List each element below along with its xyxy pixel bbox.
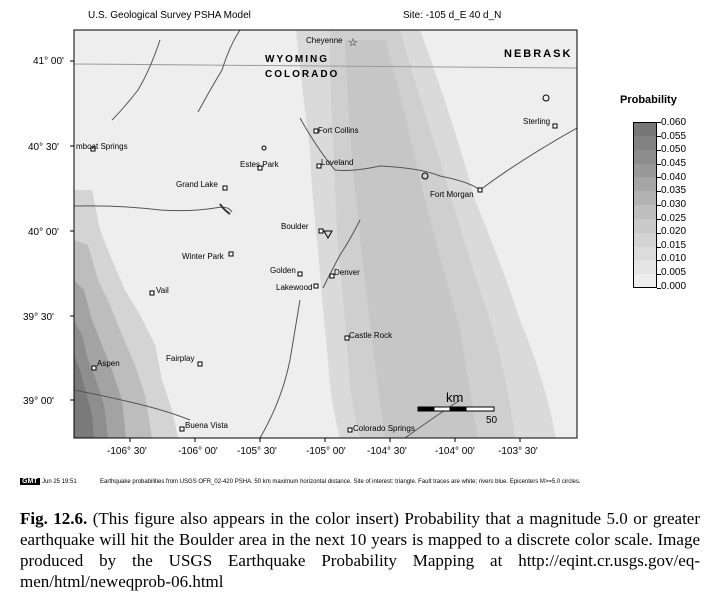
place-label: Boulder [281, 222, 309, 231]
lat-label-39-30: 39° 30' [23, 312, 54, 323]
caption-text: (This figure also appears in the color insert) Probability that a magnitude 5.0 or greater earthquake will hit the Boulder area in the next 10 years is mapped to a discrete color scale. Image produced by the USGS Earthquake Probability Mapping at http://eqint.cr.usgs.gov/eq-men/html/neweqprob-06.html [20, 509, 701, 591]
legend-value: 0.035 [661, 185, 687, 196]
lat-label-40-00: 40° 00' [28, 227, 59, 238]
lon-label-106-00: -106° 00' [178, 446, 218, 457]
place-label: Cheyenne [306, 36, 343, 45]
place-label: Grand Lake [176, 180, 218, 189]
legend-colorbar [633, 122, 657, 288]
lon-label-105-00: -105° 00' [306, 446, 346, 457]
place-label: Fairplay [166, 354, 195, 363]
lat-label-40-30: 40° 30' [28, 142, 59, 153]
legend-value: 0.050 [661, 144, 687, 155]
place-label: Lakewood [276, 283, 313, 292]
scale-unit-label: km [446, 390, 464, 405]
state-label-wyoming: WYOMING [265, 54, 329, 65]
legend-value: 0.055 [661, 131, 687, 142]
footer-date: Jun 25 19:51 [42, 479, 77, 485]
legend-value: 0.045 [661, 158, 687, 169]
legend-value: 0.020 [661, 226, 687, 237]
legend-title: Probability [620, 94, 677, 106]
place-label: mboat Springs [76, 142, 128, 151]
legend-value: 0.015 [661, 240, 687, 251]
scale-value-label: 50 [486, 415, 498, 426]
lat-label-39-00: 39° 00' [23, 396, 54, 407]
place-label: Winter Park [182, 252, 224, 261]
place-label: Aspen [97, 359, 120, 368]
figure-caption [20, 508, 700, 592]
place-label: Colorado Springs [353, 424, 415, 433]
place-label: Sterling [523, 117, 551, 126]
place-label: Loveland [321, 158, 354, 167]
legend-value: 0.040 [661, 172, 687, 183]
gmt-badge: GMT [22, 478, 38, 485]
legend-value: 0.060 [661, 117, 687, 128]
state-label-nebraska: NEBRASK [504, 48, 573, 60]
cheyenne-star-icon: ☆ [348, 37, 358, 49]
place-label: Buena Vista [185, 421, 228, 430]
figure-number: Fig. 12.6. [20, 509, 88, 528]
legend-value: 0.030 [661, 199, 687, 210]
legend-value: 0.005 [661, 267, 687, 278]
footer-note: Earthquake probabilities from USGS OFR_02-420 PSHA. 50 km maximum horizontal distance. Site of interest: triangle. Fault traces are white; rivers blue. Epicenters M>=5.0 circles. [100, 479, 581, 485]
lon-label-104-30: -104° 30' [367, 446, 407, 457]
legend-value: 0.000 [661, 281, 687, 292]
place-label: Fort Morgan [430, 190, 474, 199]
legend-value: 0.025 [661, 213, 687, 224]
place-label: Golden [270, 266, 296, 275]
scale-bar [418, 407, 494, 411]
place-label: Vail [156, 286, 169, 295]
map-title: U.S. Geological Survey PSHA Model [88, 10, 251, 21]
site-label: Site: -105 d_E 40 d_N [403, 10, 502, 21]
place-label: Estes Park [240, 160, 279, 169]
legend-value: 0.010 [661, 253, 687, 264]
lat-label-41-00: 41° 00' [33, 56, 64, 67]
legend-frame [633, 122, 657, 288]
place-label: Denver [334, 268, 360, 277]
place-label: Castle Rock [349, 331, 393, 340]
lon-label-103-30: -103° 30' [498, 446, 538, 457]
lon-label-105-30: -105° 30' [237, 446, 277, 457]
state-label-colorado: COLORADO [265, 69, 340, 80]
lon-label-104-00: -104° 00' [435, 446, 475, 457]
place-label: Fort Collins [318, 126, 359, 135]
lon-label-106-30: -106° 30' [107, 446, 147, 457]
